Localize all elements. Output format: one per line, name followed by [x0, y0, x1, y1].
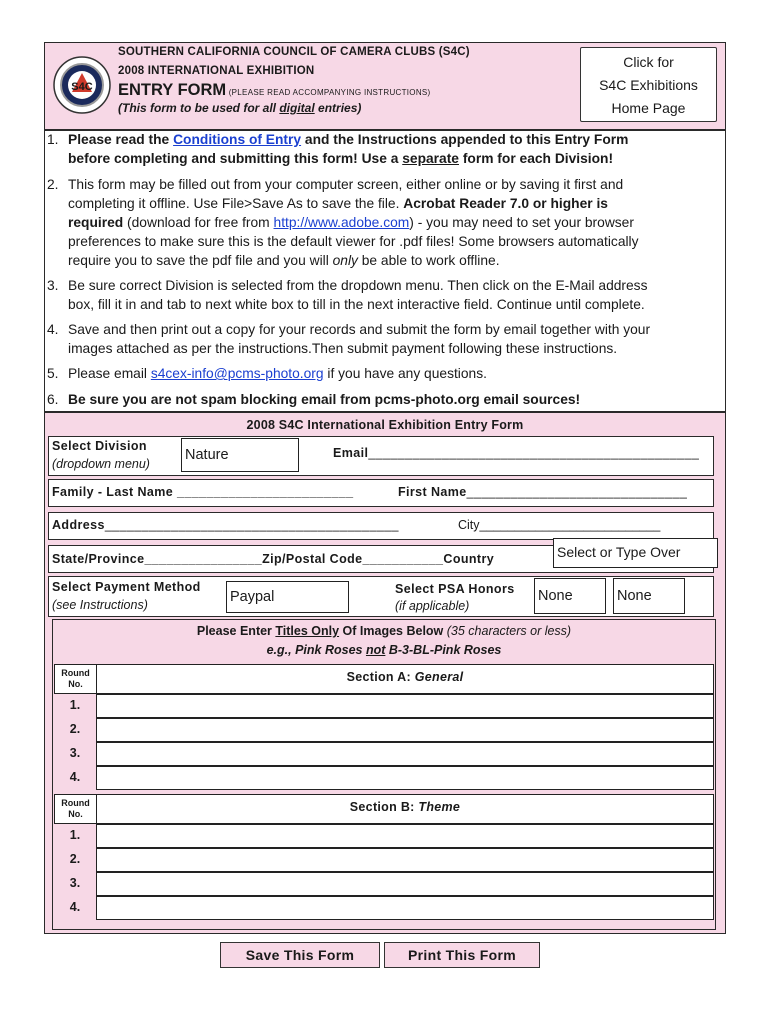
email-field[interactable]: Email_____________________________________________	[333, 446, 700, 460]
adobe-link[interactable]: http://www.adobe.com	[273, 215, 410, 230]
titles-instruction: Please Enter Titles Only Of Images Below (35 characters or less)	[196, 624, 572, 638]
city-field[interactable]: City__________________________	[458, 518, 661, 532]
section-b-title-input-2[interactable]	[96, 848, 714, 872]
exhibitions-home-button[interactable]: Click for S4C Exhibitions Home Page	[580, 47, 717, 122]
psa-honors-dropdown-2[interactable]: None	[613, 578, 685, 614]
org-name: SOUTHERN CALIFORNIA COUNCIL OF CAMERA CLUBS (S4C)	[118, 46, 470, 58]
last-name-field[interactable]: Family - Last Name ________________________	[52, 485, 354, 499]
form-subtitle: (This form to be used for all digital entries)	[118, 101, 362, 115]
section-b-round-1: 1.	[69, 828, 81, 842]
payment-label: Select Payment Method	[52, 580, 201, 594]
section-a-title-input-3[interactable]	[96, 742, 714, 766]
division-hint: (dropdown menu)	[52, 457, 150, 471]
payment-hint: (see Instructions)	[52, 598, 148, 612]
section-b-header: Section B: Theme	[96, 794, 714, 824]
entry-form-title: 2008 S4C International Exhibition Entry Form	[246, 418, 524, 432]
instruction-4: 4. Save and then print out a copy for your records and submit the form by email together with your images attached as per the instructions.Then submit payment following these instructions.	[47, 322, 651, 356]
exhibition-name: 2008 INTERNATIONAL EXHIBITION	[118, 65, 315, 77]
instruction-1: 1. Please read the Conditions of Entry and the Instructions appended to this Entry Form before completing and submitting this form! Use a separate form for each Division!	[47, 132, 629, 166]
s4c-logo	[52, 52, 112, 118]
division-dropdown[interactable]: Nature	[181, 438, 299, 472]
state-zip-fields[interactable]: State/Province________________Zip/Postal Code___________Country	[52, 552, 495, 566]
country-dropdown[interactable]: Select or Type Over	[553, 538, 718, 568]
division-label: Select Division	[52, 439, 147, 453]
section-b-round-4: 4.	[69, 900, 81, 914]
section-a-round-1: 1.	[69, 698, 81, 712]
info-email-link[interactable]: s4cex-info@pcms-photo.org	[150, 366, 324, 381]
conditions-of-entry-link[interactable]: Conditions of Entry	[173, 132, 302, 147]
save-form-button[interactable]: Save This Form	[220, 942, 380, 968]
section-a-title-input-4[interactable]	[96, 766, 714, 790]
instruction-2: 2. This form may be filled out from your computer screen, either online or by saving it first and completing it offline. Use File>Save As to save the file. Acrobat Reader 7.0 or higher is required (download for free from http://www.adobe.com) - you may need to set your browser preferences to make sure this is the default viewer for .pdf files! Some browsers automatically require you to save the pdf file and you will only be able to work offline.	[47, 177, 639, 268]
psa-honors-dropdown-1[interactable]: None	[534, 578, 606, 614]
section-a-round-4: 4.	[69, 770, 81, 784]
instruction-5: 5. Please email s4cex-info@pcms-photo.org if you have any questions.	[47, 366, 487, 381]
instruction-3: 3. Be sure correct Division is selected from the dropdown menu. Then click on the E-Mail address box, fill it in and tab to next white box to till in the next interactive field. Continue until complete.	[47, 278, 648, 312]
section-b-round-3: 3.	[69, 876, 81, 890]
section-a-title-input-1[interactable]	[96, 694, 714, 718]
psa-label: Select PSA Honors	[395, 582, 515, 596]
section-b-title-input-3[interactable]	[96, 872, 714, 896]
form-title-heading: ENTRY FORM (PLEASE READ ACCOMPANYING INSTRUCTIONS)	[118, 81, 431, 99]
section-b-round-2: 2.	[69, 852, 81, 866]
section-a-round-header: Round No.	[54, 664, 96, 694]
section-a-title-input-2[interactable]	[96, 718, 714, 742]
psa-hint: (if applicable)	[395, 599, 470, 613]
section-b-title-input-4[interactable]	[96, 896, 714, 920]
svg-text:S4C: S4C	[71, 81, 93, 93]
section-b-round-header: Round No.	[54, 794, 96, 824]
section-a-round-3: 3.	[69, 746, 81, 760]
first-name-field[interactable]: First Name______________________________	[398, 485, 688, 499]
section-a-header: Section A: General	[96, 664, 714, 694]
address-field[interactable]: Address________________________________________	[52, 518, 399, 532]
payment-method-dropdown[interactable]: Paypal	[226, 581, 349, 613]
titles-example: e.g., Pink Roses not B-3-BL-Pink Roses	[266, 643, 502, 657]
section-a-round-2: 2.	[69, 722, 81, 736]
section-b-title-input-1[interactable]	[96, 824, 714, 848]
print-form-button[interactable]: Print This Form	[384, 942, 540, 968]
instruction-6: 6. Be sure you are not spam blocking email from pcms-photo.org email sources!	[47, 392, 581, 407]
